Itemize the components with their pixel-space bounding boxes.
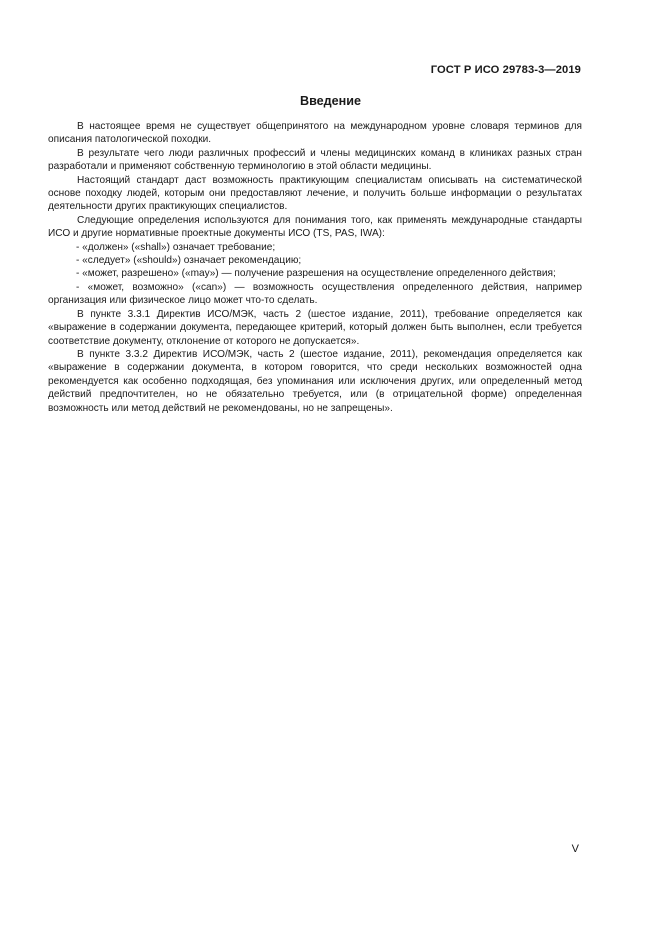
introduction-body xyxy=(48,120,582,415)
page-number: V xyxy=(571,843,579,855)
list-item: - «должен» («shall») означает требование; xyxy=(76,241,276,253)
paragraph: Следующие определения используются для понимания того, как применять международные стандарты ИСО и другие нормативные проектные документы ИСО (TS, PAS, IWA): xyxy=(48,214,582,240)
paragraph: В пункте 3.3.1 Директив ИСО/МЭК, часть 2 (шестое издание, 2011), требование определяется как «выражение в содержании документа, передающее критерий, который должен быть выполнен, если требуется соответствие документу, отклонение от которого не допускается». xyxy=(48,308,582,347)
list-item: - «может, возможно» («can») — возможность осуществления определенного действия, например организация или физическое лицо может что-то сделать. xyxy=(48,281,582,307)
standard-designation: ГОСТ Р ИСО 29783-3—2019 xyxy=(430,64,581,76)
paragraph: В результате чего люди различных профессий и члены медицинских команд в клиниках разных стран разработали и применяют собственную терминологию в этой области медицины. xyxy=(48,147,582,173)
paragraph: В настоящее время не существует общепринятого на международном уровне словаря терминов для описания патологической походки. xyxy=(48,121,582,146)
list-item: - «следует» («should») означает рекомендацию; xyxy=(76,255,302,267)
list-item: - «может, разрешено» («may») — получение разрешения на осуществление определенного действия; xyxy=(76,268,556,280)
paragraph: Настоящий стандарт даст возможность практикующим специалистам описывать на систематической основе походку людей, которым они предоставляют лечение, и получить больше информации о результатах деятельности других практикующих специалистов. xyxy=(48,174,582,213)
paragraph: В пункте 3.3.2 Директив ИСО/МЭК, часть 2 (шестое издание, 2011), рекомендация определяется как «выражение в содержании документа, в котором говорится, что среди нескольких возможностей одна рекомендуется как особенно подходящая, без упоминания или исключения других, или определенный метод действий предпочтителен, но не обязательно требуется, или (в отрицательной форме) определенная возможность или метод действий не рекомендованы, но не запрещены». xyxy=(48,348,582,414)
section-title: Введение xyxy=(299,94,362,108)
